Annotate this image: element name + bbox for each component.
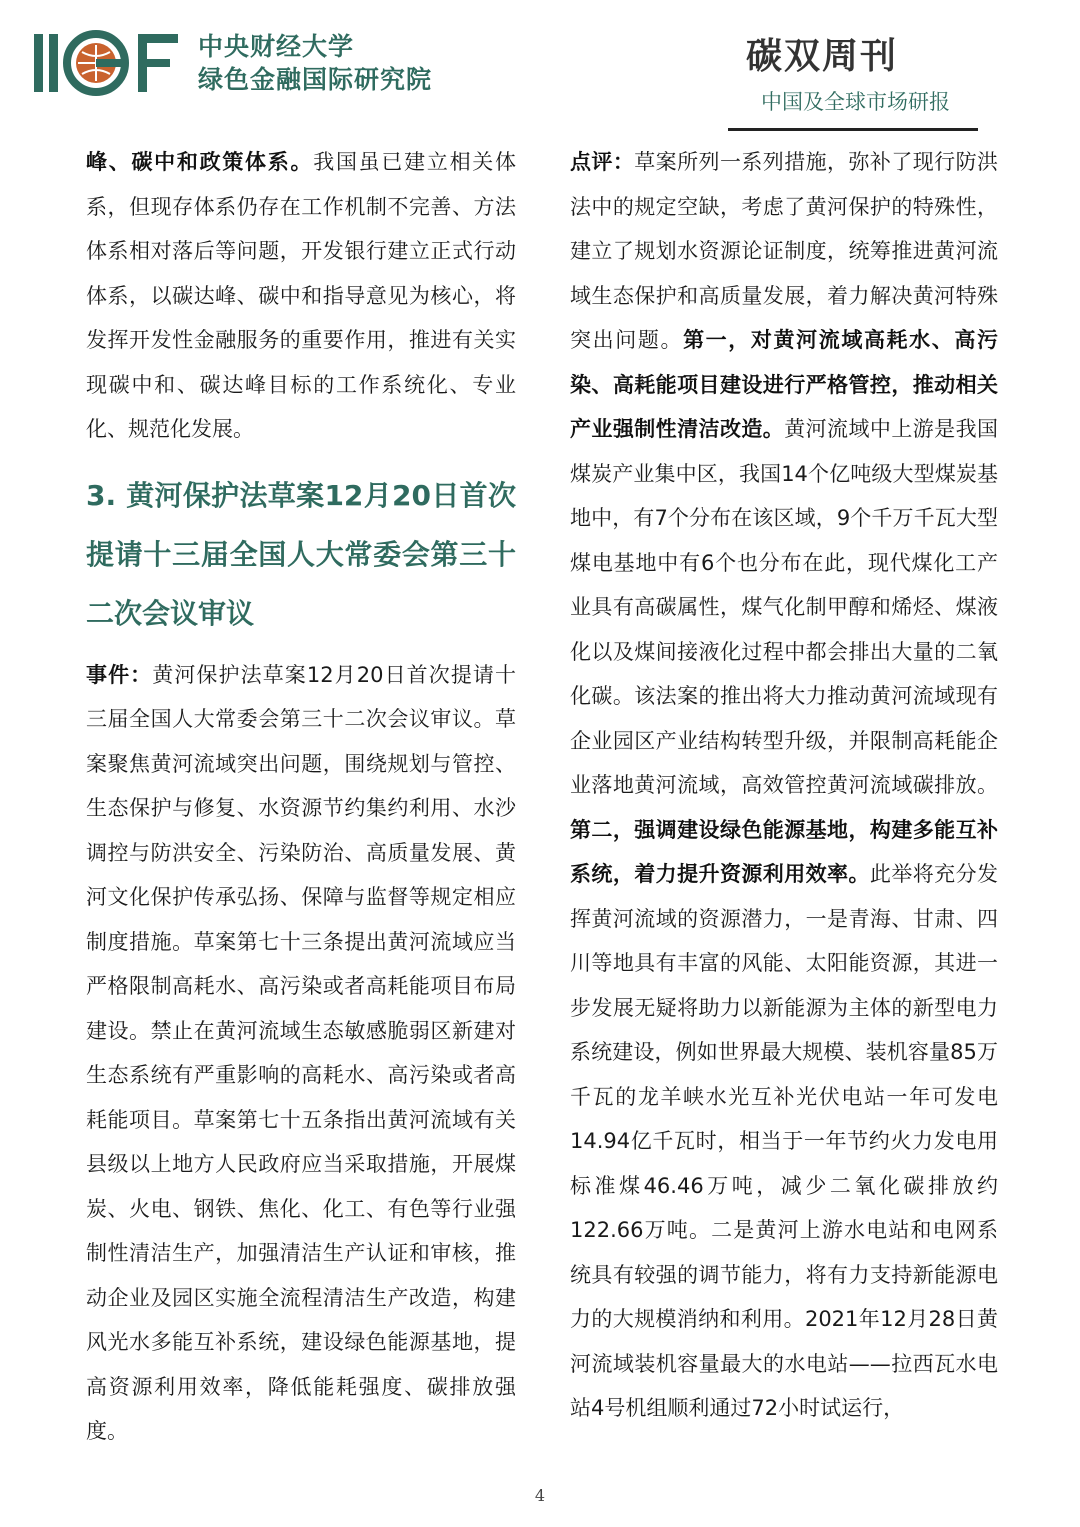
page-number: 4 [534, 1486, 546, 1505]
header-rule [728, 128, 978, 131]
iigf-logo [34, 30, 184, 96]
event-paragraph [86, 653, 516, 1454]
event-text: 黄河保护法草案12月20日首次提请十三届全国人大常委会第三十二次会议审议。草案聚焦黄河流域突出问题，围绕规划与管控、生态保护与修复、水资源节约集约利用、水沙调控与防洪安全、污染防治、高质量发展、黄河文化保护传承弘扬、保障与监督等规定相应制度措施。草案第七十三条提出黄河流域应当严格限制高耗水、高污染或者高耗能项目布局建设。禁止在黄河流域生态敏感脆弱区新建对生态系统有严重影响的高耗水、高污染或者高耗能项目。草案第七十五条指出黄河流域有关县级以上地方人民政府应当采取措施，开展煤炭、火电、钢铁、焦化、化工、有色等行业强制性清洁生产，加强清洁生产认证和审核，推动企业及园区实施全流程清洁生产改造，构建风光水多能互补系统，建设绿色能源基地，提高资源利用效率，降低能耗强度、碳排放强度。 [86, 662, 516, 1443]
page-header [0, 0, 1080, 140]
institution-line-1: 中央财经大学 [198, 32, 355, 61]
comment-point-1: 第一，对黄河流域高耗水、高污染、高耗能项目建设进行严格管控，推动相关产业强制性清洁改造。 [570, 328, 999, 441]
comment-point-2: 第二，强调建设绿色能源基地，构建多能互补系统，着力提升资源利用效率。 [570, 817, 998, 886]
publication-subtitle: 中国及全球市场研报 [761, 90, 950, 114]
institution-line-2: 绿色金融国际研究院 [198, 65, 433, 94]
institution-name [198, 30, 432, 96]
right-column [570, 140, 998, 1431]
policy-paragraph [86, 140, 516, 452]
left-column [86, 140, 516, 1454]
comment-text-1: 草案所列一系列措施，弥补了现行防洪法中的规定空缺，考虑了黄河保护的特殊性，建立了规划水资源论证制度，统筹推进黄河流域生态保护和高质量发展，着力解决黄河特殊突出问题。 [570, 150, 999, 352]
comment-text-3: 此举将充分发挥黄河流域的资源潜力，一是青海、甘肃、四川等地具有丰富的风能、太阳能资源，其进一步发展无疑将助力以新能源为主体的新型电力系统建设，例如世界最大规模、装机容量85万千瓦的龙羊峡水光互补光伏电站一年可发电14.94亿千瓦时，相当于一年节约火力发电用标准煤46.46万吨，减少二氧化碳排放约122.66万吨。二是黄河上游水电站和电网系统具有较强的调节能力，将有力支持新能源电力的大规模消纳和利用。2021年12月28日黄河流域装机容量最大的水电站——拉西瓦水电站4号机组顺利通过72小时试运行， [570, 862, 999, 1420]
comment-paragraph [570, 140, 998, 1431]
comment-text-2: 黄河流域中上游是我国煤炭产业集中区，我国14个亿吨级大型煤炭基地中，有7个分布在该区域，9个千万千瓦大型煤电基地中有6个也分布在此，现代煤化工产业具有高碳属性，煤气化制甲醇和烯烃、煤液化以及煤间接液化过程中都会排出大量的二氧化碳。该法案的推出将大力推动黄河流域现有企业园区产业结构转型升级，并限制高耗能企业落地黄河流域，高效管控黄河流域碳排放。 [570, 417, 999, 797]
comment-label: 点评： [570, 150, 635, 174]
event-label: 事件： [86, 662, 153, 687]
policy-lead-bold: 峰、碳中和政策体系。 [86, 150, 314, 174]
section-heading: 3. 黄河保护法草案12月20日首次提请十三届全国人大常委会第三十二次会议审议 [86, 478, 516, 630]
policy-text: 我国虽已建立相关体系，但现存体系仍存在工作机制不完善、方法体系相对落后等问题，开发银行建立正式行动体系，以碳达峰、碳中和指导意见为核心，将发挥开发性金融服务的重要作用，推进有关实现碳中和、碳达峰目标的工作系统化、专业化、规范化发展。 [86, 150, 517, 441]
publication-title: 碳双周刊 [745, 36, 898, 77]
